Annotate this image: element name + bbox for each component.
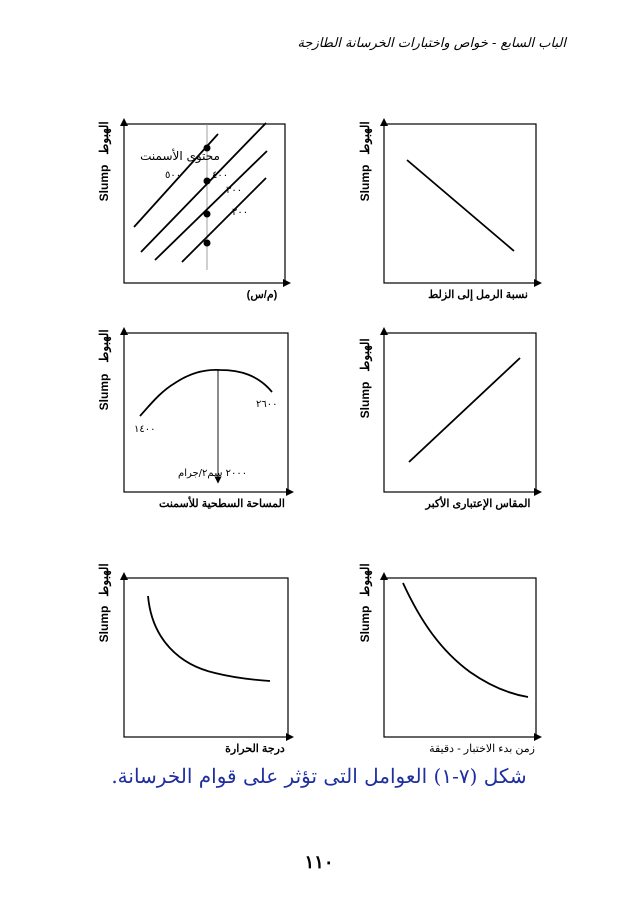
x-label-bot-left: درجة الحرارة (225, 743, 285, 755)
line-200 (182, 178, 266, 262)
y-label-tr-en: Slump (358, 164, 372, 202)
label-2000-peak: ٢٠٠٠ سم٢/جرام (178, 468, 248, 479)
panel-top-right-frame (384, 124, 536, 283)
y-label-bl-en: Slump (97, 605, 111, 643)
curve-mid-left (140, 370, 272, 416)
y-label-tl-en: Slump (97, 164, 111, 202)
curve-top-right (407, 160, 514, 251)
y-label-ml-en: Slump (97, 373, 111, 411)
y-label-br-en: Slump (358, 605, 372, 643)
x-label-top-right: نسبة الرمل إلى الزلط (428, 289, 528, 301)
y-label-ml-ar: الهبوط (97, 329, 111, 363)
dot-300 (204, 211, 211, 218)
label-300: ٣٠٠ (226, 185, 243, 196)
y-label-mr-ar: الهبوط (358, 338, 372, 372)
curve-bot-left (148, 596, 270, 681)
figure-caption: شكل (٧-١) العوامل التى تؤثر على قوام الخرسانة. (111, 764, 527, 788)
page-number: ١١٠ (304, 852, 334, 873)
label-400: ٤٠٠ (212, 170, 229, 181)
y-label-tr-ar: الهبوط (358, 121, 372, 155)
label-500: ٥٠٠ (165, 170, 182, 181)
label-200: ٢٠٠ (232, 207, 249, 218)
y-label-tl-ar: الهبوط (97, 121, 111, 155)
line-300 (155, 151, 267, 260)
label-1400: ١٤٠٠ (134, 424, 156, 435)
y-label-bl-ar: الهبوط (97, 563, 111, 597)
label-2600: ٢٦٠٠ (256, 399, 278, 410)
line-400 (141, 123, 266, 252)
dot-400 (204, 178, 211, 185)
x-label-mid-right: المقاس الإعتبارى الأكبر (425, 498, 531, 510)
curve-mid-right (409, 358, 520, 462)
panel-mid-right-frame (384, 333, 536, 492)
x-label-bot-right: زمن بدء الاختبار - دقيقة (429, 743, 535, 755)
y-label-mr-en: Slump (358, 381, 372, 419)
y-label-br-ar: الهبوط (358, 563, 372, 597)
curve-bot-right (403, 583, 528, 697)
x-label-mid-left: المساحة السطحية للأسمنت (159, 498, 285, 510)
panel-bot-right-frame (384, 578, 536, 737)
dot-200 (204, 240, 211, 247)
cement-content-label: محتوى الأسمنت (140, 149, 220, 163)
page-header: الباب السابع - خواص واختبارات الخرسانة الطازجة (297, 36, 566, 51)
x-label-top-left: (م/س) (246, 289, 278, 301)
